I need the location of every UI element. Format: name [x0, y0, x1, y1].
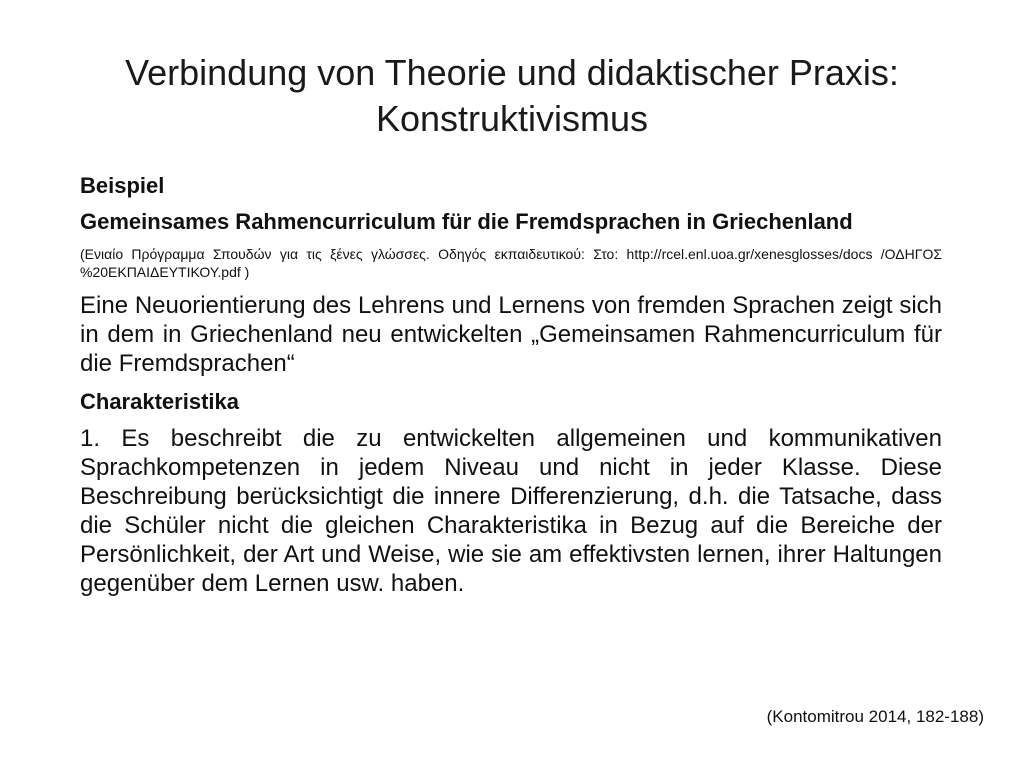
characteristics-heading: Charakteristika — [80, 389, 239, 414]
intro-paragraph: Eine Neuorientierung des Lehrens und Lernens von fremden Sprachen zeigt sich in dem in Griechenland neu entwickelten „Gemeinsamen Rahmencurriculum für die Fremdsprachen“ — [80, 292, 942, 377]
source-reference: (Ενιαίο Πρόγραμμα Σπουδών για τις ξένες γλώσσες. Οδηγός εκπαιδευτικού: Στο: http://rcel.enl.uoa.gr/xenesglosses/docs /ΟΔΗΓΟΣ %20ΕΚΠΑΙΔΕΥΤΙΚΟΥ.pdf ) — [80, 246, 942, 280]
curriculum-title: Gemeinsames Rahmencurriculum für die Fremdsprachen in Griechenland — [80, 209, 853, 234]
slide-title: Verbindung von Theorie und didaktischer Praxis: Konstruktivismus — [125, 52, 899, 139]
example-heading: Beispiel — [80, 173, 165, 198]
slide-content — [80, 172, 942, 608]
characteristic-point-1: 1. Es beschreibt die zu entwickelten allgemeinen und kommunikativen Sprachkompetenzen in jedem Niveau und nicht in jeder Klasse. Diese Beschreibung berücksichtigt die innere Differenzierung, d.h. die Tatsache, dass die Schüler nicht die gleichen Charakteristika in Bezug auf die Bereiche der Persönlichkeit, der Art und Weise, wie sie am effektivsten lernen, ihrer Haltungen gegenüber dem Lernen usw. haben. — [80, 425, 942, 597]
citation: (Kontomitrou 2014, 182-188) — [766, 707, 984, 726]
